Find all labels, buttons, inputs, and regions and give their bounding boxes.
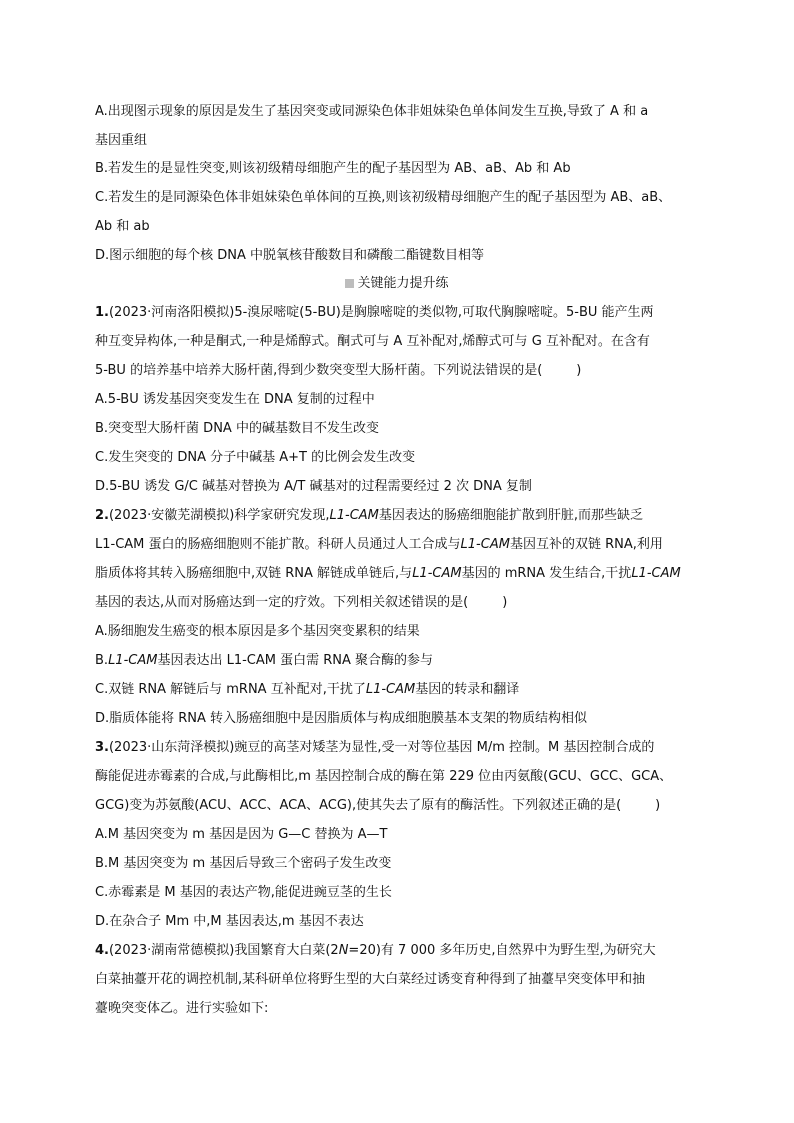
q4-line-2: 白菜抽薹开花的调控机制,某科研单位将野生型的大白菜经过诱变育种得到了抽薹早突变体甲和抽: [95, 972, 646, 987]
q2-gene-italic: L1-CAM: [365, 682, 416, 697]
q3-line-1: [95, 739, 654, 757]
q4-line-1: [95, 942, 656, 960]
section-heading-text: 关键能力提升练: [357, 276, 449, 291]
q4-text-1a: (2023·湖南常德模拟)我国繁育大白菜(2: [108, 943, 339, 958]
q2-gene-italic: L1-CAM: [631, 566, 681, 581]
q2-line-3: [95, 565, 681, 583]
q3-option-d: D.在杂合子 Mm 中,M 基因表达,m 基因不表达: [95, 914, 364, 929]
q2-option-c: [95, 681, 519, 699]
q2-number: 2.: [95, 508, 109, 523]
q3-option-c: C.赤霉素是 M 基因的表达产物,能促进豌豆茎的生长: [95, 885, 392, 900]
q3-text-1: (2023·山东菏泽模拟)豌豆的高茎对矮茎为显性,受一对等位基因 M/m 控制。M 基因控制合成的: [108, 740, 655, 755]
q3-option-a: A.M 基因突变为 m 基因是因为 G—C 替换为 A—T: [95, 827, 388, 842]
q3-line-3: [95, 797, 660, 815]
q4-chromosome-n: N: [338, 943, 349, 958]
q2-line-4: [95, 594, 507, 612]
q1-number: 1.: [95, 305, 109, 320]
q2-gene-italic: L1-CAM: [329, 508, 379, 523]
q1-paren-close: ): [576, 363, 582, 378]
q2-option-a: A.肠细胞发生癌变的根本原因是多个基因突变累积的结果: [95, 624, 420, 639]
q2-option-b-text: 基因表达出 L1-CAM 蛋白需 RNA 聚合酶的参与: [157, 653, 434, 668]
q2-gene-italic: L1-CAM: [460, 537, 510, 552]
q3-number: 3.: [95, 740, 109, 755]
q2-paren-close: ): [502, 595, 508, 610]
q2-line-2: [95, 536, 663, 554]
option-d: D.图示细胞的每个核 DNA 中脱氧核苷酸数目和磷酸二酯键数目相等: [95, 248, 485, 263]
q3-option-b: B.M 基因突变为 m 基因后导致三个密码子发生改变: [95, 856, 392, 871]
q2-text-1a: (2023·安徽芜湖模拟)科学家研究发现,: [108, 508, 330, 523]
q2-option-d: D.脂质体能将 RNA 转入肠癌细胞中是因脂质体与构成细胞膜基本支架的物质结构相似: [95, 711, 588, 726]
q1-line-3: [95, 362, 581, 380]
q1-option-d: D.5-BU 诱发 G/C 碱基对替换为 A/T 碱基对的过程需要经过 2 次 DNA 复制: [95, 479, 532, 494]
q4-number: 4.: [95, 943, 109, 958]
q2-text-3b: 基因的 mRNA 发生结合,干扰: [461, 566, 632, 581]
q3-paren-close: ): [655, 798, 661, 813]
q3-text-3: GCG)变为苏氨酸(ACU、ACC、ACA、ACG),使其失去了原有的酶活性。下列叙述正确的是(: [95, 798, 622, 813]
q1-text-3: 5-BU 的培养基中培养大肠杆菌,得到少数突变型大肠杆菌。下列说法错误的是(: [95, 363, 543, 378]
q2-text-4a: 基因的表达,从而对肠癌达到一定的疗效。下列相关叙述错误的是(: [95, 595, 469, 610]
option-a-line-2: 基因重组: [95, 133, 148, 148]
q2-text-2b: 基因互补的双链 RNA,利用: [509, 537, 663, 552]
q2-text-3a: 脂质体将其转入肠癌细胞中,双链 RNA 解链成单链后,与: [95, 566, 413, 581]
q2-gene-italic: L1-CAM: [108, 653, 158, 668]
option-c-line-1: C.若发生的是同源染色体非姐妹染色单体间的互换,则该初级精母细胞产生的配子基因型为 AB、aB、: [95, 190, 672, 205]
q2-option-c-text: 基因的转录和翻译: [415, 682, 520, 697]
q2-option-b-prefix: B.: [95, 653, 109, 668]
q2-gene-italic: L1-CAM: [412, 566, 462, 581]
q2-line-1: [95, 507, 643, 525]
q3-line-2: 酶能促进赤霉素的合成,与此酶相比,m 基因控制合成的酶在第 229 位由丙氨酸(GCU、GCC、GCA、: [95, 769, 673, 784]
option-b: B.若发生的是显性突变,则该初级精母细胞产生的配子基因型为 AB、aB、Ab 和 Ab: [95, 161, 571, 176]
section-heading: [0, 275, 794, 293]
q1-option-b: B.突变型大肠杆菌 DNA 中的碱基数目不发生改变: [95, 421, 379, 436]
q2-text-1b: 基因表达的肠癌细胞能扩散到肝脏,而那些缺乏: [378, 508, 644, 523]
q1-line-1: [95, 304, 654, 322]
q4-line-3: 薹晚突变体乙。进行实验如下:: [95, 1001, 269, 1016]
option-c-line-2: Ab 和 ab: [95, 219, 150, 234]
q1-option-c: C.发生突变的 DNA 分子中碱基 A+T 的比例会发生改变: [95, 450, 416, 465]
q2-option-b: [95, 652, 433, 670]
q1-line-2: 种互变异构体,一种是酮式,一种是烯醇式。酮式可与 A 互补配对,烯醇式可与 G 互补配对。在含有: [95, 334, 650, 349]
q1-option-a: A.5-BU 诱发基因突变发生在 DNA 复制的过程中: [95, 392, 375, 407]
q4-text-1b: =20)有 7 000 多年历史,自然界中为野生型,为研究大: [348, 943, 656, 958]
q2-option-c-prefix: C.双链 RNA 解链后与 mRNA 互补配对,干扰了: [95, 682, 366, 697]
q2-text-2a: L1-CAM 蛋白的肠癌细胞则不能扩散。科研人员通过人工合成与: [95, 537, 461, 552]
q1-text-1: (2023·河南洛阳模拟)5-溴尿嘧啶(5-BU)是胸腺嘧啶的类似物,可取代胸腺嘧啶。5-BU 能产生两: [108, 305, 654, 320]
section-marker-icon: [345, 279, 354, 288]
option-a-line-1: A.出现图示现象的原因是发生了基因突变或同源染色体非姐妹染色单体间发生互换,导致了 A 和 a: [95, 104, 649, 119]
